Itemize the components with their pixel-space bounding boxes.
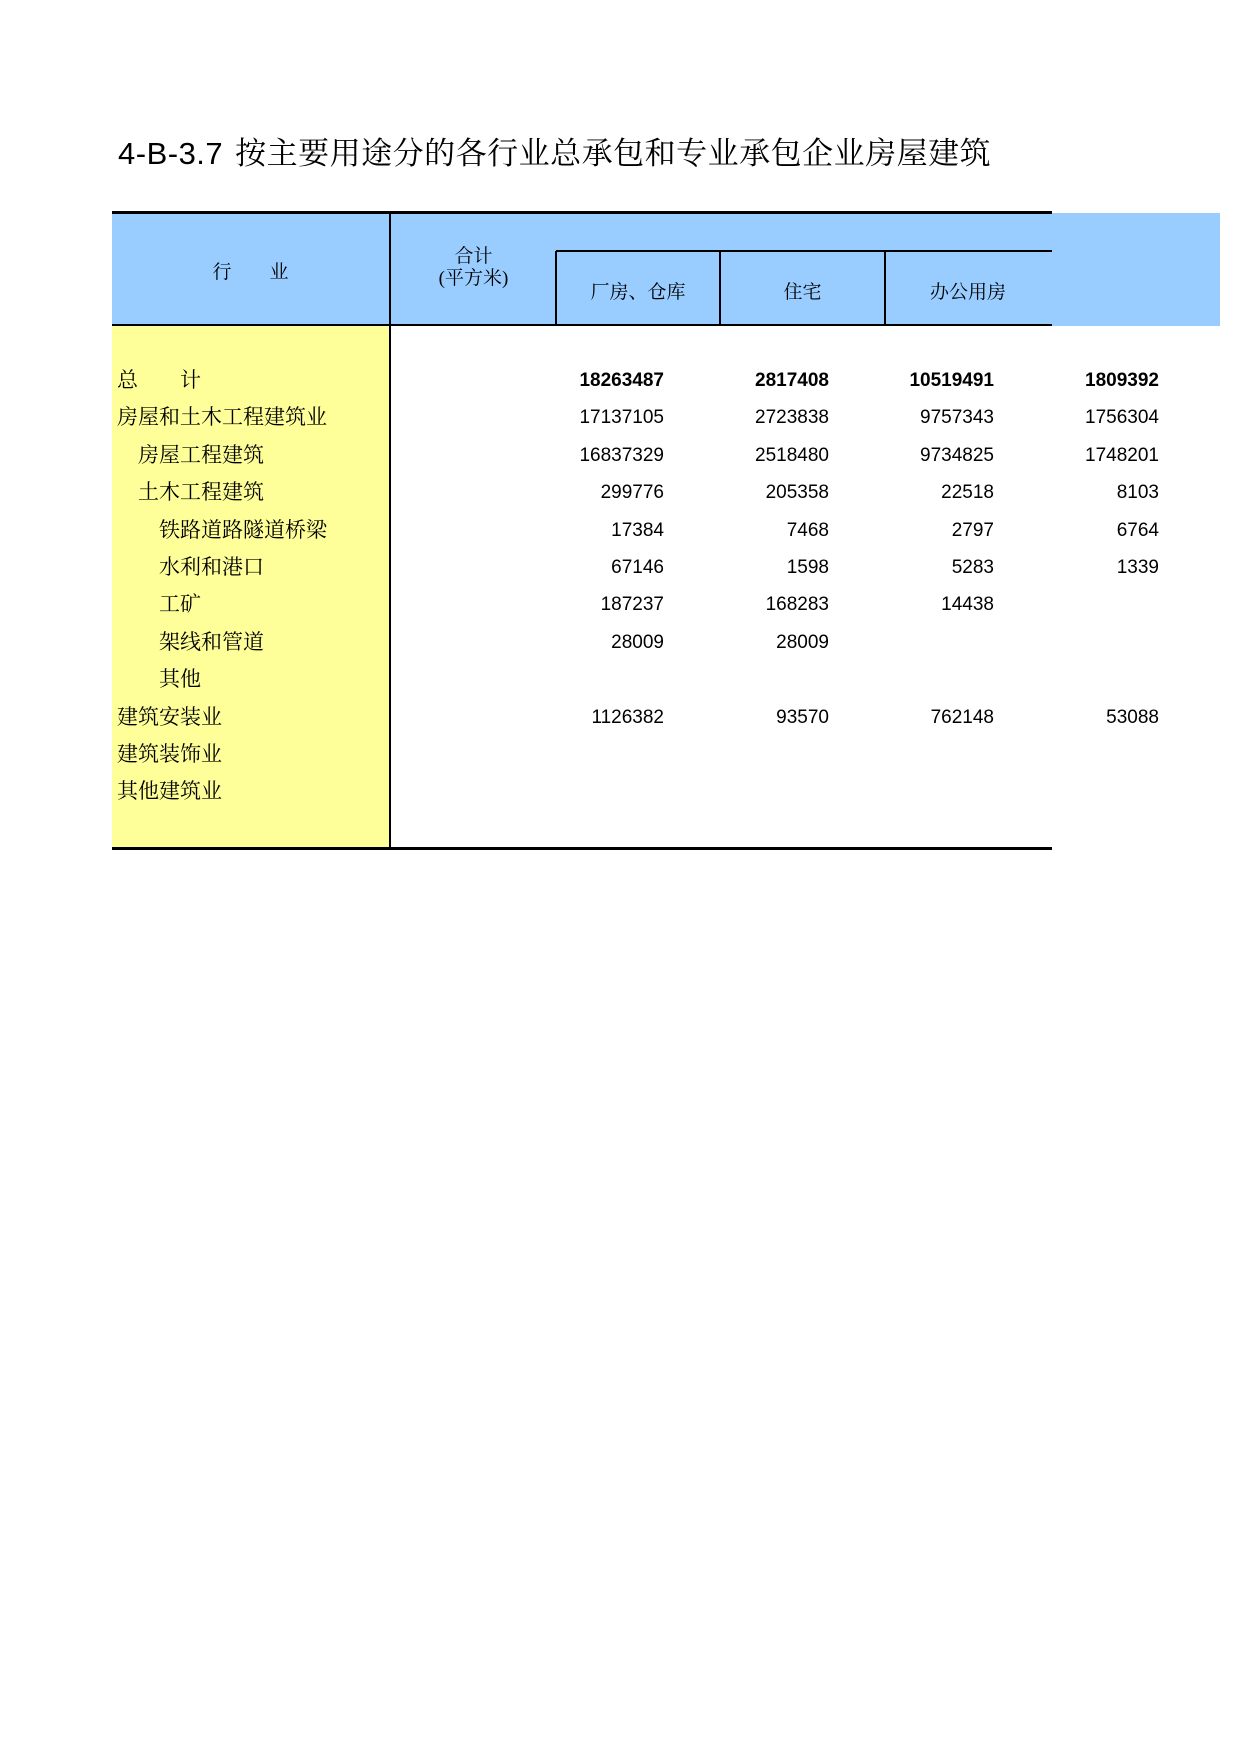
top-border [112, 211, 1052, 214]
row-value: 28009 [776, 632, 829, 653]
row-value: 187237 [600, 594, 664, 615]
row-value: 67146 [611, 557, 664, 578]
row-value: 10519491 [909, 370, 994, 391]
row-value: 17384 [611, 520, 664, 541]
row-label: 其他建筑业 [117, 779, 222, 803]
table-title-text: 按主要用途分的各行业总承包和专业承包企业房屋建筑 [235, 136, 992, 171]
row-label: 水利和港口 [159, 555, 264, 579]
table-row [112, 736, 1052, 773]
row-value: 1748201 [1085, 445, 1159, 466]
header-factory-warehouse: 厂房、仓库 [590, 282, 686, 303]
row-value [837, 624, 994, 661]
row-value [1002, 661, 1159, 698]
table-row [112, 512, 1159, 549]
row-value [672, 661, 829, 698]
row-value: 299776 [600, 482, 664, 503]
row-value: 2797 [951, 520, 994, 541]
row-value [1002, 624, 1159, 661]
row-value [1002, 736, 1159, 773]
row-label: 房屋和土木工程建筑业 [117, 405, 327, 429]
row-value [837, 736, 994, 773]
table-row [112, 399, 1159, 436]
row-value: 9757343 [920, 407, 994, 428]
row-value [672, 773, 829, 810]
row-value: 18263487 [579, 370, 664, 391]
row-label: 建筑安装业 [117, 705, 222, 729]
row-value: 1598 [786, 557, 829, 578]
row-value: 168283 [765, 594, 829, 615]
row-value: 14438 [941, 594, 994, 615]
row-label: 建筑装饰业 [117, 742, 222, 766]
row-label: 工矿 [159, 592, 201, 616]
row-value: 205358 [765, 482, 829, 503]
row-value [837, 661, 994, 698]
header-industry: 行 业 [212, 262, 289, 283]
header-total-unit: (平方米) [438, 268, 509, 289]
table-row [112, 773, 1052, 810]
table-title [118, 128, 991, 173]
header-bottom-border [112, 324, 1052, 326]
row-value: 53088 [1106, 707, 1159, 728]
row-value: 1339 [1116, 557, 1159, 578]
row-value: 2723838 [755, 407, 829, 428]
row-value: 762148 [930, 707, 994, 728]
row-value: 2817408 [755, 370, 829, 391]
table-row [112, 362, 1159, 399]
table-row [112, 699, 1159, 736]
row-label: 总 计 [117, 368, 201, 392]
header-office: 办公用房 [929, 282, 1006, 303]
header-total-label: 合计 [454, 246, 493, 267]
row-value: 1809392 [1085, 370, 1159, 391]
row-value [392, 773, 664, 810]
row-value [1002, 586, 1159, 623]
row-label: 土木工程建筑 [138, 480, 264, 504]
row-value: 8103 [1116, 482, 1159, 503]
table-row [112, 586, 1052, 623]
row-value: 16837329 [579, 445, 664, 466]
row-value [672, 736, 829, 773]
row-value [1002, 773, 1159, 810]
row-label: 铁路道路隧道桥梁 [159, 518, 327, 542]
row-value: 17137105 [579, 407, 664, 428]
table-row [112, 437, 1159, 474]
row-value: 2518480 [755, 445, 829, 466]
row-value: 7468 [786, 520, 829, 541]
table-row [112, 474, 1159, 511]
table-row [112, 549, 1159, 586]
row-value: 1126382 [591, 707, 664, 728]
row-value: 9734825 [920, 445, 994, 466]
row-value: 1756304 [1085, 407, 1159, 428]
table-row [112, 624, 1052, 661]
row-value: 93570 [776, 707, 829, 728]
table-row [112, 661, 1052, 698]
row-value: 5283 [951, 557, 994, 578]
row-label: 其他 [159, 667, 201, 691]
subheader-top-border [556, 250, 1052, 252]
row-value: 6764 [1116, 520, 1159, 541]
bottom-border [112, 847, 1052, 850]
row-value [392, 661, 664, 698]
row-value [392, 736, 664, 773]
row-label: 架线和管道 [159, 630, 264, 654]
row-value: 22518 [941, 482, 994, 503]
header-residential: 住宅 [783, 282, 822, 303]
row-value: 28009 [611, 632, 664, 653]
header-total [391, 246, 556, 290]
row-value [837, 773, 994, 810]
table-code: 4-B-3.7 [118, 136, 224, 171]
row-label: 房屋工程建筑 [138, 443, 264, 467]
